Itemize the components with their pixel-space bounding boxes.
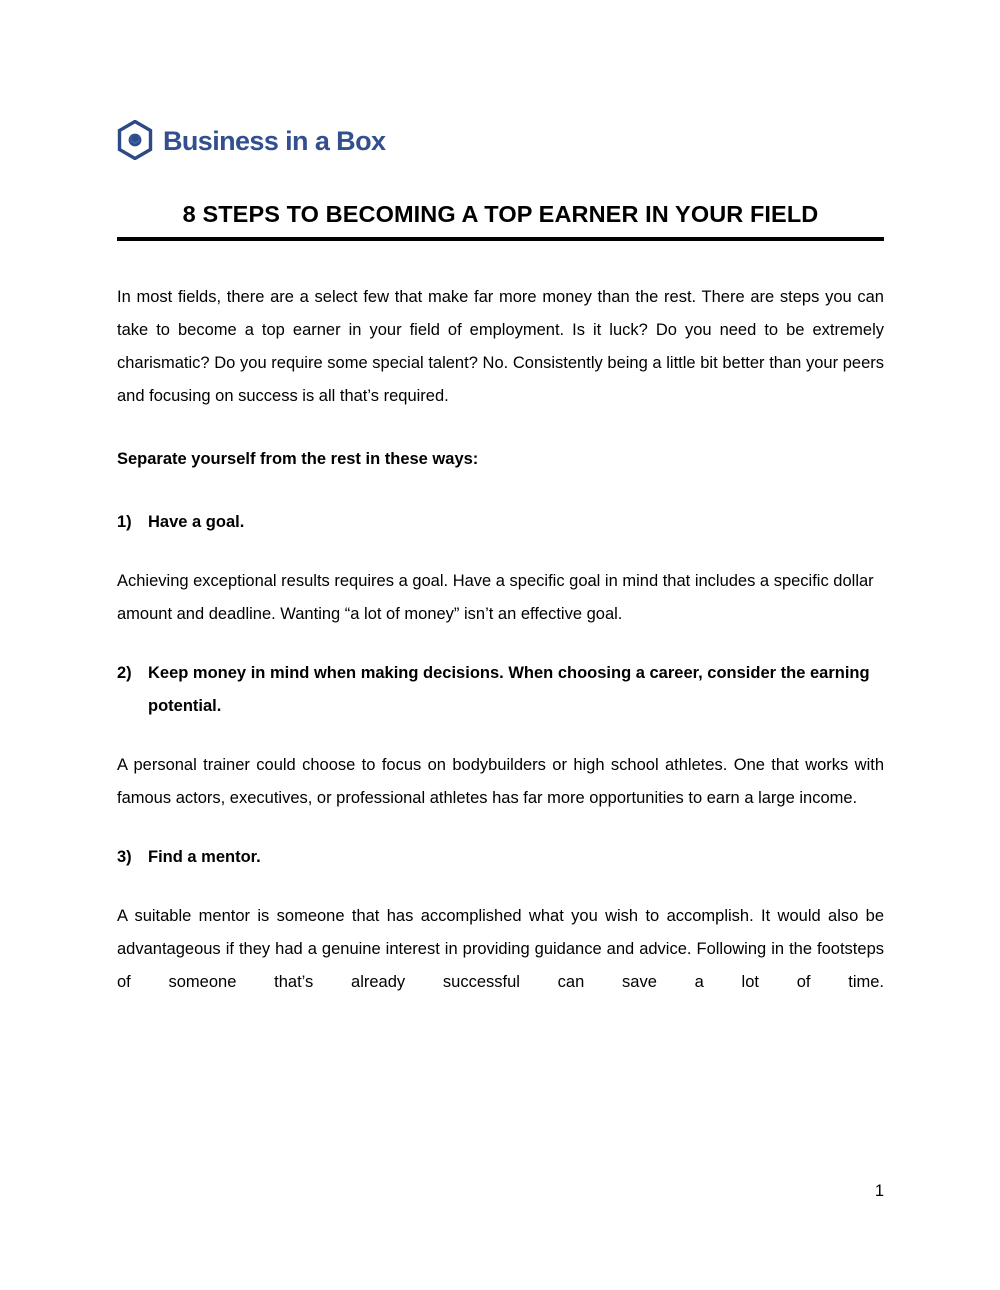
spacer — [117, 413, 884, 443]
spacer — [117, 631, 884, 657]
brand-wordmark: Business in a Box — [163, 125, 386, 156]
hexagon-logo-icon — [117, 120, 153, 160]
list-item — [117, 657, 884, 723]
list-item-body: A personal trainer could choose to focus on bodybuilders or high school athletes. One that works with famous actors, executives, or professional athletes has far more opportunities to earn a large income. — [117, 756, 884, 807]
document-body — [117, 281, 884, 999]
list-item — [117, 506, 884, 539]
page-title: 8 STEPS TO BECOMING A TOP EARNER IN YOUR FIELD — [182, 201, 819, 227]
page-number: 1 — [874, 1182, 884, 1200]
brand-logo — [117, 117, 385, 163]
intro-paragraph: In most fields, there are a select few that make far more money than the rest. There are steps you can take to become a top earner in your field of employment. Is it luck? Do you need to be extremely charismatic? Do you require some special talent? No. Consistently being a little bit better than your peers and focusing on success is all that’s required. — [117, 288, 884, 405]
spacer — [117, 476, 884, 506]
list-item-body: Achieving exceptional results requires a goal. Have a specific goal in mind that includes a specific dollar amount and deadline. Wanting “a lot of money” isn’t an effective goal. — [117, 572, 874, 623]
spacer — [117, 815, 884, 841]
spacer — [117, 723, 884, 749]
list-item-body: A suitable mentor is someone that has accomplished what you wish to accomplish. It would also be advantageous if they had a genuine interest in providing guidance and advice. Following in the footsteps of someone that’s already successful can save a lot of time. — [117, 907, 884, 991]
title-divider — [117, 237, 884, 241]
list-item-heading: Keep money in mind when making decisions. When choosing a career, consider the earning potential. — [148, 664, 870, 715]
list-item-heading: Find a mentor. — [148, 848, 261, 866]
spacer — [117, 874, 884, 900]
list-item — [117, 841, 884, 874]
list-item-heading: Have a goal. — [148, 513, 245, 531]
list-item-marker: 2) — [117, 664, 132, 682]
spacer — [117, 539, 884, 565]
list-item-marker: 3) — [117, 848, 132, 866]
lead-in-text: Separate yourself from the rest in these ways: — [117, 450, 479, 468]
list-item-marker: 1) — [117, 513, 132, 531]
